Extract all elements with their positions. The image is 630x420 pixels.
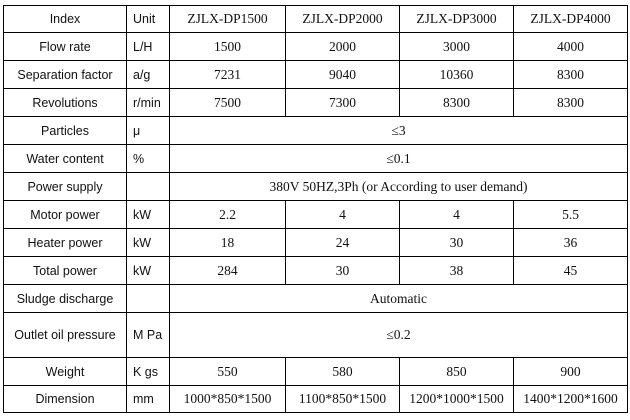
row-value-merged: Automatic: [170, 285, 628, 313]
row-index-label: Motor power: [4, 201, 127, 229]
row-value-model-4: 45: [514, 257, 628, 285]
table-row: [4, 201, 628, 229]
table-row: [4, 89, 628, 117]
table-row: [4, 61, 628, 89]
row-index-label: Total power: [4, 257, 127, 285]
row-value-model-1: 550: [170, 358, 286, 386]
row-unit: kW: [127, 257, 170, 285]
row-index-label: Sludge discharge: [4, 285, 127, 313]
row-value-model-2: 2000: [286, 33, 400, 61]
table-row: [4, 257, 628, 285]
header-unit: Unit: [127, 6, 170, 33]
row-value-model-4: 1400*1200*1600: [514, 386, 628, 413]
row-value-model-1: 7500: [170, 89, 286, 117]
row-value-model-2: 1100*850*1500: [286, 386, 400, 413]
row-index-label: Water content: [4, 145, 127, 173]
header-model-2: ZJLX-DP2000: [286, 6, 400, 33]
row-value-model-1: 2.2: [170, 201, 286, 229]
row-value-model-4: 8300: [514, 61, 628, 89]
row-value-model-3: 10360: [400, 61, 514, 89]
row-unit: kW: [127, 201, 170, 229]
row-value-model-3: 1200*1000*1500: [400, 386, 514, 413]
row-index-label: Revolutions: [4, 89, 127, 117]
table-row: [4, 285, 628, 313]
row-unit: r/min: [127, 89, 170, 117]
row-index-label: Particles: [4, 117, 127, 145]
row-index-label: Separation factor: [4, 61, 127, 89]
row-unit: K gs: [127, 358, 170, 386]
row-value-model-2: 580: [286, 358, 400, 386]
row-index-label: Outlet oil pressure: [4, 313, 127, 358]
row-value-model-2: 9040: [286, 61, 400, 89]
row-value-model-4: 36: [514, 229, 628, 257]
row-value-model-1: 18: [170, 229, 286, 257]
table-row: [4, 386, 628, 413]
row-value-model-2: 4: [286, 201, 400, 229]
row-value-model-3: 3000: [400, 33, 514, 61]
table-row: [4, 145, 628, 173]
row-unit: kW: [127, 229, 170, 257]
table-row: [4, 33, 628, 61]
row-value-model-3: 38: [400, 257, 514, 285]
row-value-model-3: 850: [400, 358, 514, 386]
row-index-label: Dimension: [4, 386, 127, 413]
row-index-label: Flow rate: [4, 33, 127, 61]
header-model-1: ZJLX-DP1500: [170, 6, 286, 33]
row-index-label: Heater power: [4, 229, 127, 257]
row-unit: L/H: [127, 33, 170, 61]
row-unit: %: [127, 145, 170, 173]
header-model-4: ZJLX-DP4000: [514, 6, 628, 33]
table-row: [4, 313, 628, 358]
table-row: [4, 229, 628, 257]
row-unit: M Pa: [127, 313, 170, 358]
row-value-model-4: 900: [514, 358, 628, 386]
row-value-model-3: 8300: [400, 89, 514, 117]
row-value-model-2: 7300: [286, 89, 400, 117]
row-value-merged: ≤0.1: [170, 145, 628, 173]
row-index-label: Weight: [4, 358, 127, 386]
row-value-model-4: 4000: [514, 33, 628, 61]
header-row: [4, 6, 628, 33]
row-index-label: Power supply: [4, 173, 127, 201]
row-value-model-2: 30: [286, 257, 400, 285]
row-value-merged: ≤0.2: [170, 313, 628, 358]
row-value-merged: ≤3: [170, 117, 628, 145]
header-model-3: ZJLX-DP3000: [400, 6, 514, 33]
table-row: [4, 117, 628, 145]
row-value-model-4: 5.5: [514, 201, 628, 229]
table-row: [4, 358, 628, 386]
row-value-model-1: 7231: [170, 61, 286, 89]
row-value-model-4: 8300: [514, 89, 628, 117]
header-index: Index: [4, 6, 127, 33]
row-unit: [127, 285, 170, 313]
row-unit: mm: [127, 386, 170, 413]
row-value-model-1: 284: [170, 257, 286, 285]
row-unit: a/g: [127, 61, 170, 89]
row-value-model-2: 24: [286, 229, 400, 257]
row-value-model-1: 1500: [170, 33, 286, 61]
row-value-model-1: 1000*850*1500: [170, 386, 286, 413]
row-value-model-3: 30: [400, 229, 514, 257]
row-value-merged: 380V 50HZ,3Ph (or According to user demand): [170, 173, 628, 201]
row-unit: μ: [127, 117, 170, 145]
row-unit: [127, 173, 170, 201]
table-row: [4, 173, 628, 201]
row-value-model-3: 4: [400, 201, 514, 229]
spec-table: [3, 5, 628, 413]
